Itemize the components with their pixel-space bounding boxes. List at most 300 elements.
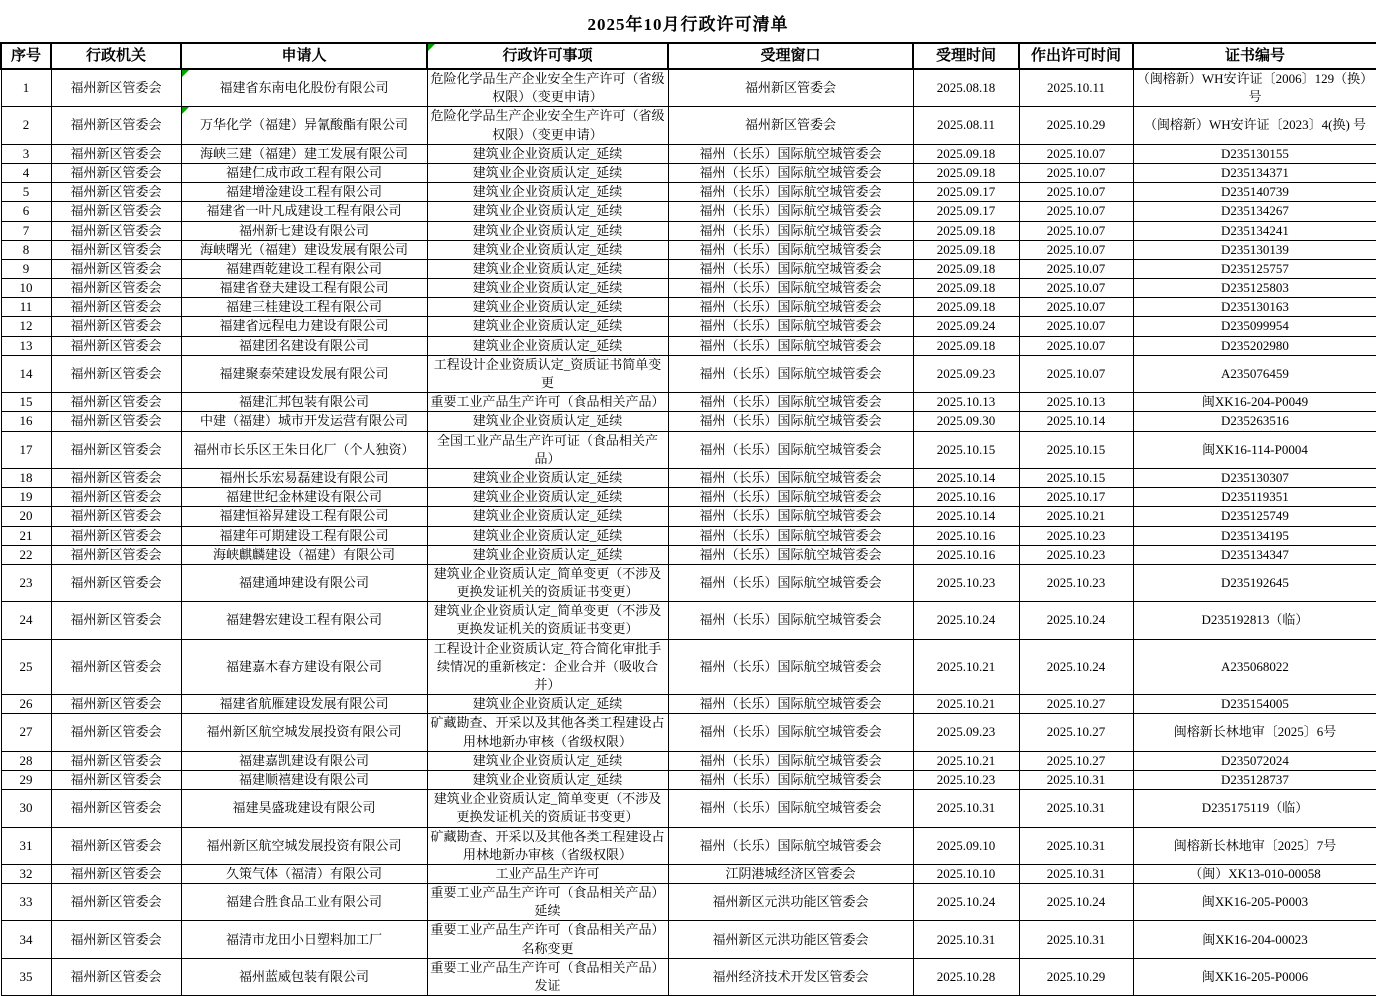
table-row <box>1 468 1376 487</box>
cell: 福州（长乐）国际航空城管委会 <box>668 468 913 487</box>
table-row <box>1 564 1376 601</box>
cell: 2025.10.23 <box>1019 526 1133 545</box>
cell: （闽榕新）WH安许证〔2006〕129（换）号 <box>1133 69 1376 107</box>
cell: 2025.10.07 <box>1019 336 1133 355</box>
cell: D235134371 <box>1133 163 1376 182</box>
cell: D235202980 <box>1133 336 1376 355</box>
table-row <box>1 163 1376 182</box>
cell: 2025.09.30 <box>913 412 1019 431</box>
cell: 福建仁成市政工程有限公司 <box>181 163 427 182</box>
table-row <box>1 545 1376 564</box>
table-row <box>1 69 1376 107</box>
cell: 15 <box>1 393 51 412</box>
cell: 2025.10.24 <box>1019 602 1133 639</box>
column-header-3: 申请人 <box>181 43 427 69</box>
cell: 2025.10.07 <box>1019 163 1133 182</box>
cell: 2025.10.29 <box>1019 107 1133 144</box>
cell: 福州新七建设有限公司 <box>181 221 427 240</box>
cell: D235130163 <box>1133 298 1376 317</box>
cell: 建筑业企业资质认定_延续 <box>427 144 668 163</box>
cell: 29 <box>1 770 51 789</box>
cell: 3 <box>1 144 51 163</box>
table-row <box>1 202 1376 221</box>
cell: 福州新区管委会 <box>51 355 181 392</box>
cell: 福州新区管委会 <box>51 412 181 431</box>
cell: 建筑业企业资质认定_简单变更（不涉及更换发证机关的资质证书变更） <box>427 602 668 639</box>
cell: 2025.10.10 <box>913 864 1019 883</box>
cell: 福州（长乐）国际航空城管委会 <box>668 507 913 526</box>
cell: 2025.10.07 <box>1019 202 1133 221</box>
cell: （闽榕新）WH安许证〔2023〕4(换) 号 <box>1133 107 1376 144</box>
cell: 2025.10.14 <box>913 468 1019 487</box>
cell: 福州新区管委会 <box>51 958 181 995</box>
cell: 7 <box>1 221 51 240</box>
cell: 福州新区管委会 <box>51 545 181 564</box>
cell: 20 <box>1 507 51 526</box>
cell: 福州（长乐）国际航空城管委会 <box>668 202 913 221</box>
cell: 福州新区管委会 <box>51 751 181 770</box>
table-row <box>1 714 1376 751</box>
cell: 福建增淦建设工程有限公司 <box>181 183 427 202</box>
cell: 福州（长乐）国际航空城管委会 <box>668 412 913 431</box>
cell: 工业产品生产许可 <box>427 864 668 883</box>
cell: 26 <box>1 695 51 714</box>
cell: 2025.10.28 <box>913 958 1019 995</box>
cell: D235125749 <box>1133 507 1376 526</box>
cell: D235134267 <box>1133 202 1376 221</box>
column-header-4: 行政许可事项 <box>427 43 668 69</box>
cell: 海峡三建（福建）建工发展有限公司 <box>181 144 427 163</box>
cell: 矿藏勘查、开采以及其他各类工程建设占用林地新办审核（省级权限） <box>427 714 668 751</box>
table-row <box>1 298 1376 317</box>
cell: D235154005 <box>1133 695 1376 714</box>
cell: 8 <box>1 240 51 259</box>
cell: 21 <box>1 526 51 545</box>
cell: 重要工业产品生产许可（食品相关产品）延续 <box>427 884 668 921</box>
cell: 10 <box>1 279 51 298</box>
cell: 24 <box>1 602 51 639</box>
cell: 福州新区管委会 <box>668 107 913 144</box>
cell: 建筑业企业资质认定_延续 <box>427 770 668 789</box>
table-row <box>1 526 1376 545</box>
cell: 福州（长乐）国际航空城管委会 <box>668 240 913 259</box>
table-row <box>1 183 1376 202</box>
cell: 2025.10.31 <box>1019 790 1133 827</box>
cell: 2025.09.17 <box>913 183 1019 202</box>
cell: 2025.10.31 <box>1019 770 1133 789</box>
cell: 34 <box>1 921 51 958</box>
cell: 福州新区管委会 <box>51 279 181 298</box>
cell: 福建嘉木春方建设有限公司 <box>181 639 427 695</box>
cell: 建筑业企业资质认定_延续 <box>427 279 668 298</box>
cell: 建筑业企业资质认定_延续 <box>427 545 668 564</box>
cell: 2025.10.13 <box>1019 393 1133 412</box>
cell: 2025.10.07 <box>1019 298 1133 317</box>
cell: 2025.10.15 <box>1019 468 1133 487</box>
cell: 福建省登夫建设工程有限公司 <box>181 279 427 298</box>
cell: 2025.10.13 <box>913 393 1019 412</box>
cell: 福州新区管委会 <box>51 468 181 487</box>
cell: 2025.10.15 <box>1019 431 1133 468</box>
cell: 2025.09.18 <box>913 259 1019 278</box>
cell: 2025.10.16 <box>913 545 1019 564</box>
cell: 福州（长乐）国际航空城管委会 <box>668 279 913 298</box>
cell: 福州（长乐）国际航空城管委会 <box>668 827 913 864</box>
table-row <box>1 336 1376 355</box>
cell: 2025.10.24 <box>913 602 1019 639</box>
table-row <box>1 695 1376 714</box>
cell: 海峡麒麟建设（福建）有限公司 <box>181 545 427 564</box>
cell: 17 <box>1 431 51 468</box>
cell: D235134347 <box>1133 545 1376 564</box>
cell: 福州（长乐）国际航空城管委会 <box>668 221 913 240</box>
cell: 2025.10.15 <box>913 431 1019 468</box>
cell: 福州新区管委会 <box>51 163 181 182</box>
cell: 2025.10.31 <box>1019 864 1133 883</box>
cell: 福州新区元洪功能区管委会 <box>668 884 913 921</box>
cell: 建筑业企业资质认定_简单变更（不涉及更换发证机关的资质证书变更） <box>427 790 668 827</box>
cell: 9 <box>1 259 51 278</box>
cell: 2025.10.24 <box>913 884 1019 921</box>
table-body <box>1 69 1376 996</box>
cell: 福州（长乐）国际航空城管委会 <box>668 393 913 412</box>
cell: 重要工业产品生产许可（食品相关产品）名称变更 <box>427 921 668 958</box>
cell: 福州（长乐）国际航空城管委会 <box>668 639 913 695</box>
cell: 福州新区管委会 <box>51 259 181 278</box>
license-sheet <box>0 10 1376 996</box>
table-row <box>1 864 1376 883</box>
table-row <box>1 602 1376 639</box>
cell: 福州市长乐区王朱日化厂（个人独资） <box>181 431 427 468</box>
cell: 福建嘉凯建设有限公司 <box>181 751 427 770</box>
cell: 福州新区管委会 <box>51 221 181 240</box>
cell: D235130307 <box>1133 468 1376 487</box>
cell: D235192813（临） <box>1133 602 1376 639</box>
cell: 闽XK16-205-P0006 <box>1133 958 1376 995</box>
cell: 福建省航雁建设发展有限公司 <box>181 695 427 714</box>
cell: D235125757 <box>1133 259 1376 278</box>
table-row <box>1 921 1376 958</box>
cell: 2025.10.07 <box>1019 279 1133 298</box>
cell: 2025.10.07 <box>1019 240 1133 259</box>
cell: 建筑业企业资质认定_延续 <box>427 488 668 507</box>
cell: 6 <box>1 202 51 221</box>
cell: 建筑业企业资质认定_延续 <box>427 751 668 770</box>
cell: 建筑业企业资质认定_延续 <box>427 240 668 259</box>
cell: 2025.10.27 <box>1019 751 1133 770</box>
cell: 福州（长乐）国际航空城管委会 <box>668 144 913 163</box>
cell: 建筑业企业资质认定_延续 <box>427 412 668 431</box>
cell: A235068022 <box>1133 639 1376 695</box>
table-row <box>1 884 1376 921</box>
cell: 福州新区管委会 <box>51 183 181 202</box>
cell: 2025.10.21 <box>913 639 1019 695</box>
cell: 建筑业企业资质认定_延续 <box>427 526 668 545</box>
cell: 福州新区管委会 <box>51 564 181 601</box>
cell: 福建省一叶凡成建设工程有限公司 <box>181 202 427 221</box>
cell: 福建顺禧建设有限公司 <box>181 770 427 789</box>
cell: 万华化学（福建）异氰酸酯有限公司 <box>181 107 427 144</box>
cell: 11 <box>1 298 51 317</box>
cell: 福建酉乾建设工程有限公司 <box>181 259 427 278</box>
cell: 2025.10.07 <box>1019 259 1133 278</box>
table-row <box>1 431 1376 468</box>
header-row <box>1 43 1376 69</box>
cell: 2025.10.31 <box>1019 921 1133 958</box>
cell: 福清市龙田小日塑料加工厂 <box>181 921 427 958</box>
cell: 久策气体（福清）有限公司 <box>181 864 427 883</box>
cell: 22 <box>1 545 51 564</box>
cell: 4 <box>1 163 51 182</box>
cell: 2025.10.27 <box>1019 714 1133 751</box>
cell: 建筑业企业资质认定_延续 <box>427 202 668 221</box>
cell: 福建团名建设有限公司 <box>181 336 427 355</box>
cell: 31 <box>1 827 51 864</box>
cell: 福州（长乐）国际航空城管委会 <box>668 488 913 507</box>
cell: 闽XK16-114-P0004 <box>1133 431 1376 468</box>
column-header-1: 序号 <box>1 43 51 69</box>
table-row <box>1 507 1376 526</box>
cell: 福州（长乐）国际航空城管委会 <box>668 790 913 827</box>
cell: 2025.09.18 <box>913 221 1019 240</box>
cell: 建筑业企业资质认定_延续 <box>427 259 668 278</box>
cell: 福州（长乐）国际航空城管委会 <box>668 163 913 182</box>
column-header-8: 证书编号 <box>1133 43 1376 69</box>
cell: 2025.08.18 <box>913 69 1019 107</box>
cell: 福州新区管委会 <box>51 507 181 526</box>
cell: D235175119（临） <box>1133 790 1376 827</box>
cell: 福州（长乐）国际航空城管委会 <box>668 545 913 564</box>
cell: 海峡曙光（福建）建设发展有限公司 <box>181 240 427 259</box>
cell: 福州（长乐）国际航空城管委会 <box>668 183 913 202</box>
cell: 12 <box>1 317 51 336</box>
cell: 重要工业产品生产许可（食品相关产品）发证 <box>427 958 668 995</box>
cell: 福州新区管委会 <box>51 317 181 336</box>
cell: 30 <box>1 790 51 827</box>
cell: 2025.09.23 <box>913 714 1019 751</box>
cell: 全国工业产品生产许可证（食品相关产品） <box>427 431 668 468</box>
cell: 福州新区管委会 <box>51 714 181 751</box>
table-row <box>1 317 1376 336</box>
table-row <box>1 412 1376 431</box>
cell: D235263516 <box>1133 412 1376 431</box>
cell: 2025.10.21 <box>1019 507 1133 526</box>
cell: 危险化学品生产企业安全生产许可（省级权限）（变更申请） <box>427 107 668 144</box>
cell: 福州新区管委会 <box>51 431 181 468</box>
cell: 2025.10.23 <box>913 770 1019 789</box>
cell: 福州（长乐）国际航空城管委会 <box>668 564 913 601</box>
cell: 2025.09.17 <box>913 202 1019 221</box>
cell: 福州（长乐）国际航空城管委会 <box>668 526 913 545</box>
cell: 福建磐宏建设工程有限公司 <box>181 602 427 639</box>
cell: 福建年可期建设工程有限公司 <box>181 526 427 545</box>
cell: 福州新区航空城发展投资有限公司 <box>181 827 427 864</box>
cell: 28 <box>1 751 51 770</box>
cell: 福州新区管委会 <box>51 921 181 958</box>
cell: 福州新区管委会 <box>51 526 181 545</box>
cell: 16 <box>1 412 51 431</box>
cell: 2025.10.07 <box>1019 317 1133 336</box>
cell: 2025.10.07 <box>1019 183 1133 202</box>
cell: 建筑业企业资质认定_延续 <box>427 507 668 526</box>
cell: 福州新区管委会 <box>51 393 181 412</box>
cell: 福州新区管委会 <box>51 884 181 921</box>
cell: 建筑业企业资质认定_延续 <box>427 468 668 487</box>
column-header-6: 受理时间 <box>913 43 1019 69</box>
cell: 2025.10.23 <box>1019 564 1133 601</box>
cell: 建筑业企业资质认定_延续 <box>427 695 668 714</box>
cell: 2025.10.21 <box>913 695 1019 714</box>
cell: D235134241 <box>1133 221 1376 240</box>
cell: 福州（长乐）国际航空城管委会 <box>668 695 913 714</box>
column-header-5: 受理窗口 <box>668 43 913 69</box>
cell: 福州新区管委会 <box>51 864 181 883</box>
cell: 福建合胜食品工业有限公司 <box>181 884 427 921</box>
cell: 建筑业企业资质认定_延续 <box>427 183 668 202</box>
column-header-2: 行政机关 <box>51 43 181 69</box>
cell: 2025.10.17 <box>1019 488 1133 507</box>
cell: 32 <box>1 864 51 883</box>
cell: 25 <box>1 639 51 695</box>
cell: 福州（长乐）国际航空城管委会 <box>668 317 913 336</box>
table-row <box>1 107 1376 144</box>
cell: 福州新区管委会 <box>51 298 181 317</box>
cell: 福州（长乐）国际航空城管委会 <box>668 336 913 355</box>
cell: 福建三桂建设工程有限公司 <box>181 298 427 317</box>
cell: 福州新区元洪功能区管委会 <box>668 921 913 958</box>
cell: 福建昊盛珑建设有限公司 <box>181 790 427 827</box>
cell: 2025.10.23 <box>913 564 1019 601</box>
cell: 2025.10.24 <box>1019 884 1133 921</box>
cell: D235072024 <box>1133 751 1376 770</box>
cell: 建筑业企业资质认定_简单变更（不涉及更换发证机关的资质证书变更） <box>427 564 668 601</box>
cell: D235134195 <box>1133 526 1376 545</box>
table-row <box>1 144 1376 163</box>
cell: D235130139 <box>1133 240 1376 259</box>
cell: 2025.10.27 <box>1019 695 1133 714</box>
table-row <box>1 827 1376 864</box>
cell: 2025.10.14 <box>1019 412 1133 431</box>
table-row <box>1 958 1376 995</box>
cell: 工程设计企业资质认定_符合简化审批手续情况的重新核定：企业合并（吸收合并） <box>427 639 668 695</box>
cell: 福州新区管委会 <box>51 107 181 144</box>
cell: 2025.09.10 <box>913 827 1019 864</box>
cell: 建筑业企业资质认定_延续 <box>427 298 668 317</box>
cell: 福建恒裕昇建设工程有限公司 <box>181 507 427 526</box>
table-row <box>1 221 1376 240</box>
cell: 福州长乐宏易磊建设有限公司 <box>181 468 427 487</box>
cell: 2025.09.18 <box>913 163 1019 182</box>
cell: 福州新区管委会 <box>51 602 181 639</box>
cell: 2025.10.07 <box>1019 144 1133 163</box>
cell: D235140739 <box>1133 183 1376 202</box>
cell: 2025.09.18 <box>913 240 1019 259</box>
cell: 2025.09.18 <box>913 336 1019 355</box>
table-row <box>1 639 1376 695</box>
table-row <box>1 488 1376 507</box>
table-row <box>1 259 1376 278</box>
page-title: 2025年10月行政许可清单 <box>587 15 789 34</box>
cell: 福州（长乐）国际航空城管委会 <box>668 602 913 639</box>
cell: 福州经济技术开发区管委会 <box>668 958 913 995</box>
cell: 重要工业产品生产许可（食品相关产品） <box>427 393 668 412</box>
cell: 建筑业企业资质认定_延续 <box>427 317 668 336</box>
cell: 闽XK16-204-00023 <box>1133 921 1376 958</box>
column-header-7: 作出许可时间 <box>1019 43 1133 69</box>
cell: 33 <box>1 884 51 921</box>
cell: 19 <box>1 488 51 507</box>
cell: 福州新区航空城发展投资有限公司 <box>181 714 427 751</box>
cell: 福州（长乐）国际航空城管委会 <box>668 770 913 789</box>
cell: 危险化学品生产企业安全生产许可（省级权限）（变更申请） <box>427 69 668 107</box>
cell: 2025.10.16 <box>913 488 1019 507</box>
cell: 福州新区管委会 <box>51 144 181 163</box>
cell: D235119351 <box>1133 488 1376 507</box>
cell: 福州新区管委会 <box>51 202 181 221</box>
cell: 2 <box>1 107 51 144</box>
cell: 2025.10.29 <box>1019 958 1133 995</box>
cell: 闽榕新长林地审〔2025〕6号 <box>1133 714 1376 751</box>
cell: 福州（长乐）国际航空城管委会 <box>668 259 913 278</box>
cell: 2025.10.23 <box>1019 545 1133 564</box>
license-table <box>0 42 1376 996</box>
cell: D235128737 <box>1133 770 1376 789</box>
cell: D235125803 <box>1133 279 1376 298</box>
cell: 福州新区管委会 <box>51 240 181 259</box>
table-row <box>1 355 1376 392</box>
cell: 福州新区管委会 <box>51 770 181 789</box>
table-row <box>1 240 1376 259</box>
cell: 14 <box>1 355 51 392</box>
cell: 35 <box>1 958 51 995</box>
cell: 工程设计企业资质认定_资质证书简单变更 <box>427 355 668 392</box>
cell: 2025.10.31 <box>1019 827 1133 864</box>
cell: 福州新区管委会 <box>51 69 181 107</box>
cell: 闽榕新长林地审〔2025〕7号 <box>1133 827 1376 864</box>
table-row <box>1 279 1376 298</box>
cell: 福州新区管委会 <box>51 790 181 827</box>
table-row <box>1 790 1376 827</box>
cell: 福州新区管委会 <box>51 488 181 507</box>
cell: 中建（福建）城市开发运营有限公司 <box>181 412 427 431</box>
cell: 23 <box>1 564 51 601</box>
cell: 闽XK16-205-P0003 <box>1133 884 1376 921</box>
cell: 2025.10.11 <box>1019 69 1133 107</box>
cell: 福州新区管委会 <box>668 69 913 107</box>
cell: D235192645 <box>1133 564 1376 601</box>
cell: 福州（长乐）国际航空城管委会 <box>668 355 913 392</box>
cell: 2025.09.23 <box>913 355 1019 392</box>
cell: 福建通坤建设有限公司 <box>181 564 427 601</box>
cell: 5 <box>1 183 51 202</box>
cell: 福州新区管委会 <box>51 336 181 355</box>
cell: D235130155 <box>1133 144 1376 163</box>
cell: 福州（长乐）国际航空城管委会 <box>668 714 913 751</box>
cell: 闽XK16-204-P0049 <box>1133 393 1376 412</box>
cell: 2025.10.07 <box>1019 355 1133 392</box>
cell: （闽）XK13-010-00058 <box>1133 864 1376 883</box>
cell: 福建世纪金林建设有限公司 <box>181 488 427 507</box>
cell: 福建省东南电化股份有限公司 <box>181 69 427 107</box>
cell: 福州新区管委会 <box>51 695 181 714</box>
cell: 矿藏勘查、开采以及其他各类工程建设占用林地新办审核（省级权限） <box>427 827 668 864</box>
table-row <box>1 751 1376 770</box>
cell: 福州新区管委会 <box>51 639 181 695</box>
cell: A235076459 <box>1133 355 1376 392</box>
cell: 福州（长乐）国际航空城管委会 <box>668 431 913 468</box>
cell: 2025.09.18 <box>913 298 1019 317</box>
cell: 福州（长乐）国际航空城管委会 <box>668 751 913 770</box>
